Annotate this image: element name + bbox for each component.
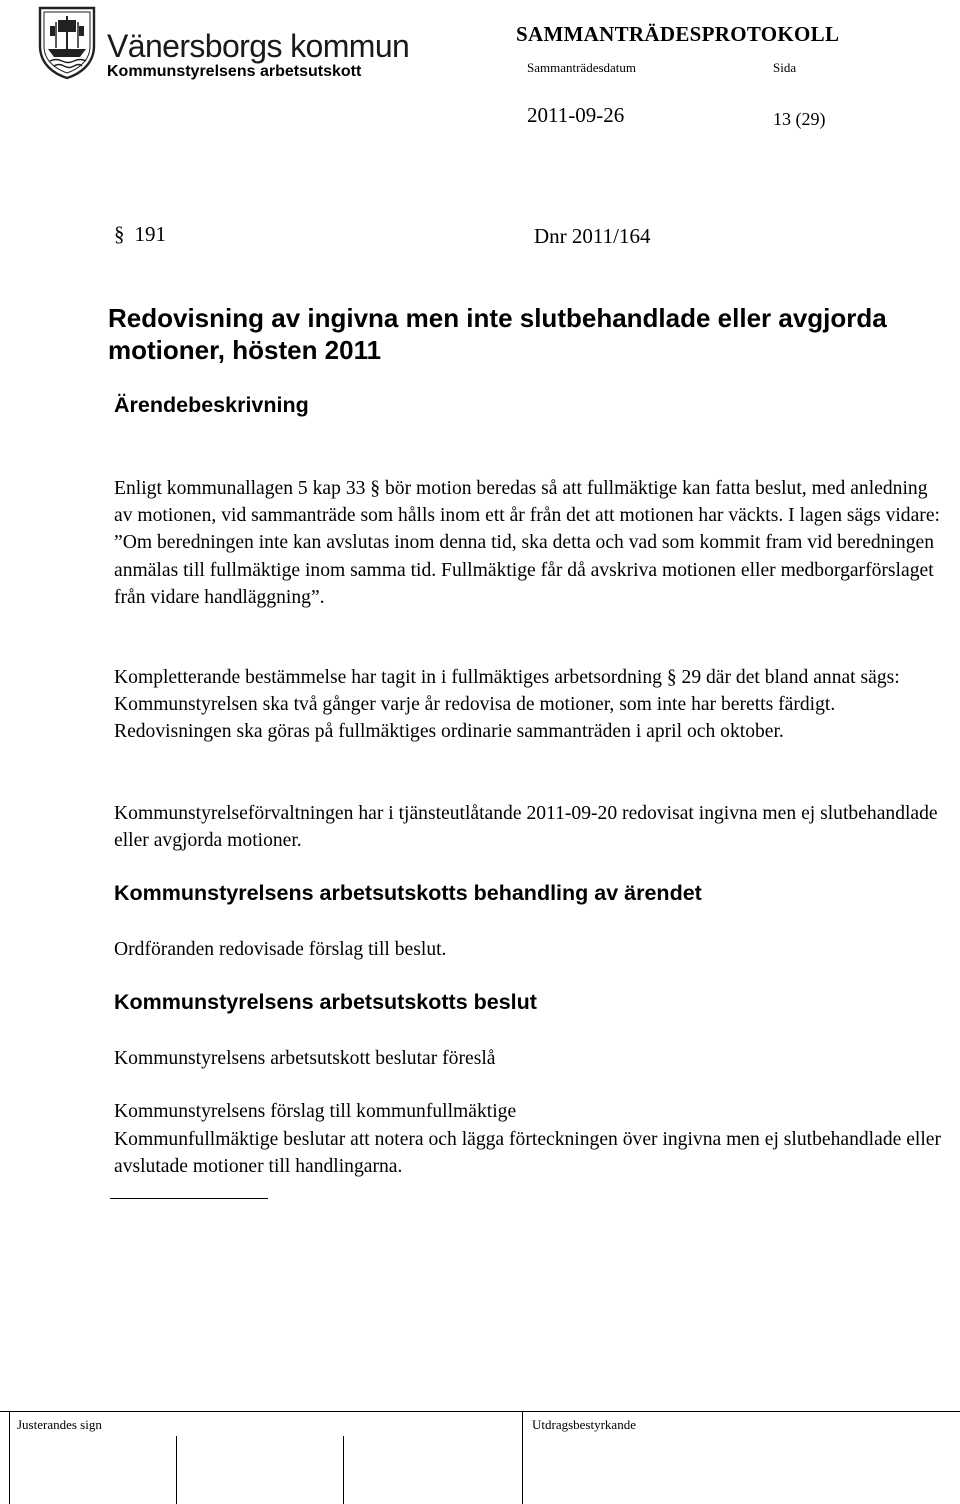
meeting-date-label: Sammanträdesdatum <box>527 60 637 75</box>
treatment-heading: Kommunstyrelsens arbetsutskotts behandling av ärendet <box>114 881 702 905</box>
paragraph-number: 191 <box>134 222 166 246</box>
treatment-paragraph: Ordföranden redovisade förslag till beslut. <box>114 939 447 960</box>
description-paragraph-3: Kommunstyrelseförvaltningen har i tjänsteutlåtande 2011-09-20 redovisat ingivna men ej slutbehandlade eller avgjorda motioner. <box>114 803 938 852</box>
case-number: Dnr 2011/164 <box>534 224 651 248</box>
document-type: SAMMANTRÄDESPROTOKOLL <box>516 22 840 46</box>
paragraph-sign: § <box>114 222 125 246</box>
case-title: Redovisning av ingivna men inte slutbehandlade eller avgjorda motioner, hösten 2011 <box>108 303 887 365</box>
page-number: 13 (29) <box>773 109 826 129</box>
extract-certification-label: Utdragsbestyrkande <box>532 1417 636 1432</box>
footer-divider <box>9 1412 10 1504</box>
footer-rule <box>0 1411 960 1412</box>
signature-label: Justerandes sign <box>17 1417 102 1432</box>
proposal-text: Kommunfullmäktige beslutar att notera och lägga förteckningen över ingivna men ej slutbehandlade eller avslutade motioner till handlingarna. <box>114 1129 942 1178</box>
decision-heading: Kommunstyrelsens arbetsutskotts beslut <box>114 990 537 1014</box>
decision-intro: Kommunstyrelsens arbetsutskott beslutar föreslå <box>114 1048 496 1069</box>
municipal-crest-icon <box>36 2 98 80</box>
signature-box-divider <box>343 1436 344 1504</box>
meeting-date: 2011-09-26 <box>527 103 625 127</box>
municipality-name: Vänersborgs kommun <box>107 28 410 64</box>
description-heading: Ärendebeskrivning <box>114 393 309 417</box>
paragraph-number-row <box>114 222 166 247</box>
proposal-heading: Kommunstyrelsens förslag till kommunfullmäktige <box>114 1101 517 1122</box>
description-paragraph-2: Kompletterande bestämmelse har tagit in i fullmäktiges arbetsordning § 29 där det bland annat sägs: Kommunstyrelsen ska två gånger varje år redovisa de motioner, som inte har beretts färdigt. Redovisningen ska göras på fullmäktiges ordinarie sammanträden i april och oktober. <box>114 667 900 743</box>
end-rule <box>110 1198 268 1199</box>
committee-name: Kommunstyrelsens arbetsutskott <box>107 63 362 80</box>
signature-box-divider <box>176 1436 177 1504</box>
description-paragraph-1: Enligt kommunallagen 5 kap 33 § bör motion beredas så att fullmäktige kan fatta beslut, med anledning av motionen, vid sammanträde som hålls inom ett år från det att motionen har väckts. I lagen sägs vidare: ”Om beredningen inte kan avslutas inom denna tid, ska detta och vad som kommit fram vid beredningen anmälas till fullmäktige inom samma tid. Fullmäktige får då avskriva motionen eller medborgarförslaget från vidare handläggning”. <box>114 478 940 608</box>
page-label: Sida <box>773 60 797 75</box>
footer-divider <box>522 1412 523 1504</box>
